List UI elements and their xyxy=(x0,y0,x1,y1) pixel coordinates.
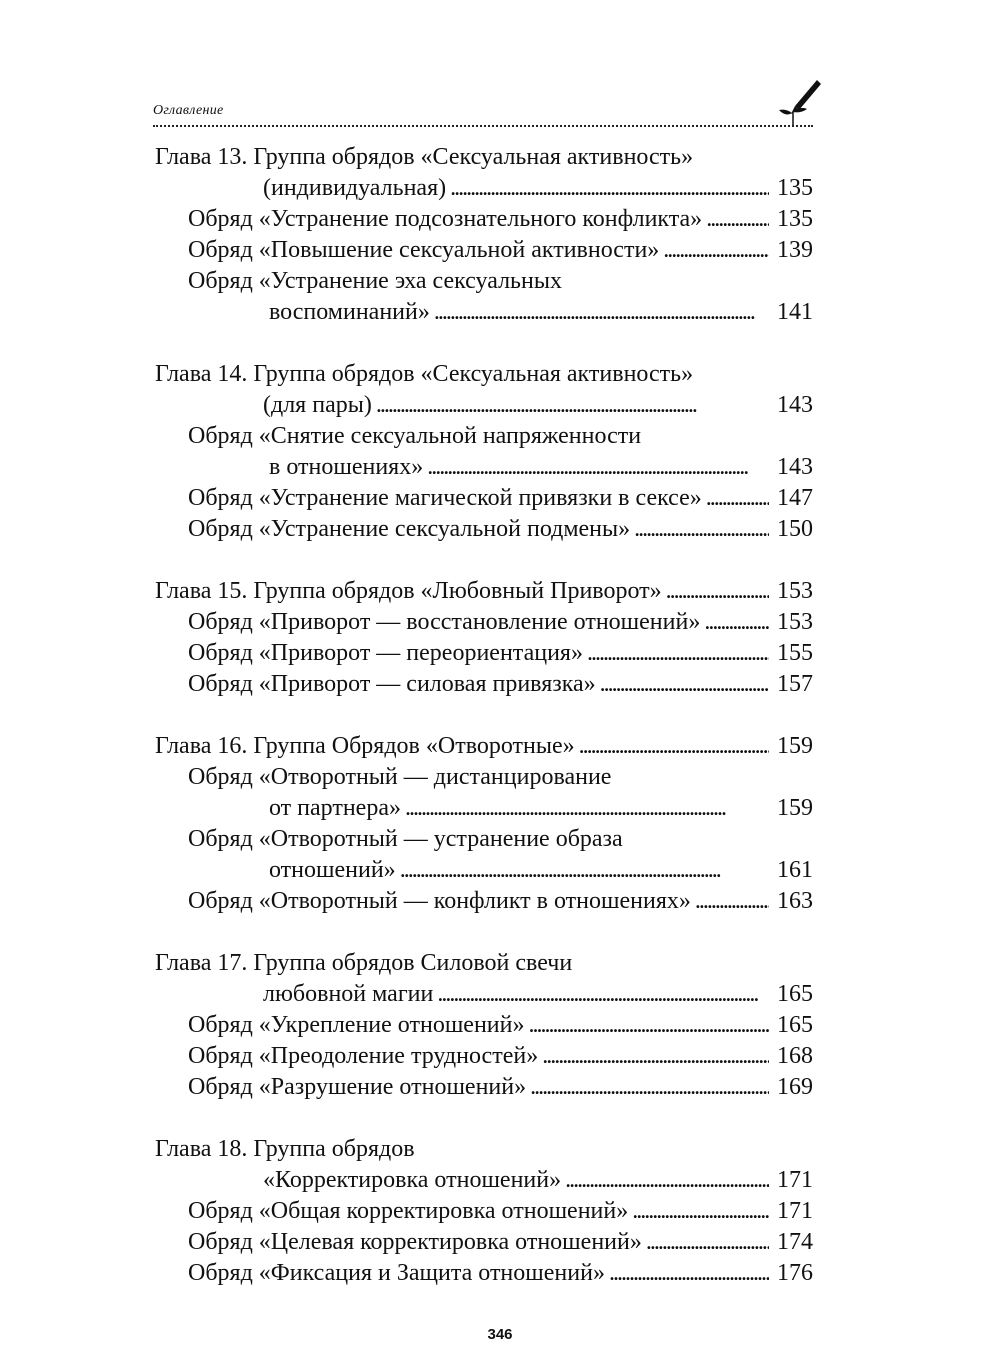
toc-entry-text: воспоминаний» xyxy=(269,299,430,325)
toc-rite-line xyxy=(155,762,813,793)
page-number: 346 xyxy=(487,1326,513,1343)
toc-entry-text: от партнера» xyxy=(269,795,401,821)
toc-entry-text: Обряд «Приворот — силовая привязка» xyxy=(188,671,596,697)
dot-leader xyxy=(427,452,769,483)
toc-rite-line xyxy=(155,235,813,266)
toc-entry-text: Обряд «Разрушение отношений» xyxy=(188,1074,527,1100)
toc-page-number: 147 xyxy=(777,485,813,511)
toc-rite-line xyxy=(155,514,813,545)
dot-leader xyxy=(704,607,769,638)
toc-page-number: 155 xyxy=(777,640,813,666)
toc-entry-text: Обряд «Отворотный — устранение образа xyxy=(188,826,623,852)
toc-page-number: 139 xyxy=(777,237,813,263)
toc-entry-text: Глава 13. Группа обрядов «Сексуальная активность» xyxy=(155,144,694,170)
toc-page-number: 163 xyxy=(777,888,813,914)
toc-entry-text: Обряд «Устранение магической привязки в сексе» xyxy=(188,485,702,511)
toc-page-number: 168 xyxy=(777,1043,813,1069)
toc-chapter xyxy=(155,359,813,545)
toc-chapter-line xyxy=(155,1134,813,1165)
toc-page-number: 150 xyxy=(777,516,813,542)
dot-leader xyxy=(376,390,769,421)
toc-page-number: 141 xyxy=(777,299,813,325)
table-of-contents xyxy=(155,142,813,1320)
dot-leader xyxy=(646,1227,769,1258)
dot-leader xyxy=(450,173,769,204)
toc-rite-line xyxy=(155,1041,813,1072)
dot-leader xyxy=(530,1072,769,1103)
toc-rite-line xyxy=(155,824,813,855)
toc-entry-text: в отношениях» xyxy=(269,454,424,480)
toc-entry-text: Глава 14. Группа обрядов «Сексуальная активность» xyxy=(155,361,694,387)
toc-rite-line xyxy=(155,607,813,638)
toc-chapter-line xyxy=(155,173,813,204)
toc-page-number: 153 xyxy=(777,609,813,635)
toc-entry-text: Обряд «Повышение сексуальной активности» xyxy=(188,237,660,263)
toc-chapter-line xyxy=(155,576,813,607)
header-title: Оглавление xyxy=(153,103,224,118)
toc-page-number: 165 xyxy=(777,1012,813,1038)
dot-leader xyxy=(542,1041,769,1072)
toc-page-number: 165 xyxy=(777,981,813,1007)
toc-entry-text: Обряд «Общая корректировка отношений» xyxy=(188,1198,629,1224)
toc-rite-line xyxy=(155,204,813,235)
dot-leader xyxy=(400,855,769,886)
toc-chapter xyxy=(155,1134,813,1289)
toc-entry-text: отношений» xyxy=(269,857,396,883)
toc-chapter-line xyxy=(155,390,813,421)
toc-chapter xyxy=(155,948,813,1103)
toc-entry-text: Обряд «Устранение эха сексуальных xyxy=(188,268,562,294)
toc-page-number: 143 xyxy=(777,454,813,480)
toc-chapter xyxy=(155,576,813,700)
running-header xyxy=(153,100,813,128)
toc-chapter-line xyxy=(155,948,813,979)
toc-entry-text: Обряд «Отворотный — конфликт в отношениях» xyxy=(188,888,691,914)
header-dotted-rule xyxy=(153,125,813,127)
toc-entry-text: любовной магии xyxy=(263,981,434,1007)
toc-page-number: 161 xyxy=(777,857,813,883)
toc-page-number: 176 xyxy=(777,1260,813,1286)
toc-chapter-line xyxy=(155,731,813,762)
toc-entry-text: Обряд «Устранение подсознательного конфликта» xyxy=(188,206,703,232)
toc-rite-line xyxy=(155,452,813,483)
toc-chapter xyxy=(155,731,813,917)
toc-page-number: 157 xyxy=(777,671,813,697)
toc-entry-text: Обряд «Целевая корректировка отношений» xyxy=(188,1229,642,1255)
toc-rite-line xyxy=(155,886,813,917)
toc-rite-line xyxy=(155,266,813,297)
dot-leader xyxy=(632,1196,769,1227)
toc-chapter-line xyxy=(155,142,813,173)
toc-page-number: 174 xyxy=(777,1229,813,1255)
toc-rite-line xyxy=(155,1227,813,1258)
toc-entry-text: Глава 18. Группа обрядов xyxy=(155,1136,415,1162)
toc-chapter-line xyxy=(155,979,813,1010)
toc-rite-line xyxy=(155,483,813,514)
quill-pen-icon xyxy=(777,78,821,126)
dot-leader xyxy=(579,731,769,762)
dot-leader xyxy=(663,235,769,266)
toc-entry-text: Глава 15. Группа обрядов «Любовный Приворот» xyxy=(155,578,662,604)
toc-page-number: 135 xyxy=(777,175,813,201)
dot-leader xyxy=(437,979,769,1010)
toc-entry-text: Обряд «Приворот — восстановление отношений» xyxy=(188,609,701,635)
toc-rite-line xyxy=(155,793,813,824)
toc-rite-line xyxy=(155,297,813,328)
toc-page-number: 171 xyxy=(777,1198,813,1224)
dot-leader xyxy=(666,576,769,607)
toc-rite-line xyxy=(155,421,813,452)
toc-page-number: 171 xyxy=(777,1167,813,1193)
toc-entry-text: Обряд «Преодоление трудностей» xyxy=(188,1043,539,1069)
toc-page-number: 159 xyxy=(777,795,813,821)
toc-entry-text: Обряд «Приворот — переориентация» xyxy=(188,640,583,666)
toc-entry-text: Обряд «Устранение сексуальной подмены» xyxy=(188,516,631,542)
toc-rite-line xyxy=(155,1258,813,1289)
toc-entry-text: «Корректировка отношений» xyxy=(263,1167,562,1193)
toc-rite-line xyxy=(155,1196,813,1227)
toc-page-number: 153 xyxy=(777,578,813,604)
toc-page-number: 135 xyxy=(777,206,813,232)
toc-rite-line xyxy=(155,1072,813,1103)
toc-chapter-line xyxy=(155,359,813,390)
dot-leader xyxy=(405,793,769,824)
dot-leader xyxy=(634,514,769,545)
dot-leader xyxy=(587,638,769,669)
toc-chapter xyxy=(155,142,813,328)
toc-entry-text: Глава 16. Группа Обрядов «Отворотные» xyxy=(155,733,575,759)
toc-rite-line xyxy=(155,1010,813,1041)
dot-leader xyxy=(600,669,769,700)
dot-leader xyxy=(609,1258,769,1289)
toc-entry-text: Обряд «Укрепление отношений» xyxy=(188,1012,525,1038)
toc-entry-text: Глава 17. Группа обрядов Силовой свечи xyxy=(155,950,573,976)
toc-entry-text: (для пары) xyxy=(263,392,372,418)
dot-leader xyxy=(528,1010,769,1041)
toc-entry-text: Обряд «Фиксация и Защита отношений» xyxy=(188,1260,605,1286)
dot-leader xyxy=(706,483,769,514)
toc-page-number: 143 xyxy=(777,392,813,418)
toc-chapter-line xyxy=(155,1165,813,1196)
toc-entry-text: (индивидуальная) xyxy=(263,175,447,201)
toc-page-number: 169 xyxy=(777,1074,813,1100)
toc-page-number: 159 xyxy=(777,733,813,759)
dot-leader xyxy=(695,886,769,917)
dot-leader xyxy=(565,1165,769,1196)
toc-rite-line xyxy=(155,669,813,700)
toc-entry-text: Обряд «Снятие сексуальной напряженности xyxy=(188,423,642,449)
dot-leader xyxy=(434,297,769,328)
toc-entry-text: Обряд «Отворотный — дистанцирование xyxy=(188,764,612,790)
dot-leader xyxy=(706,204,769,235)
toc-rite-line xyxy=(155,638,813,669)
toc-rite-line xyxy=(155,855,813,886)
